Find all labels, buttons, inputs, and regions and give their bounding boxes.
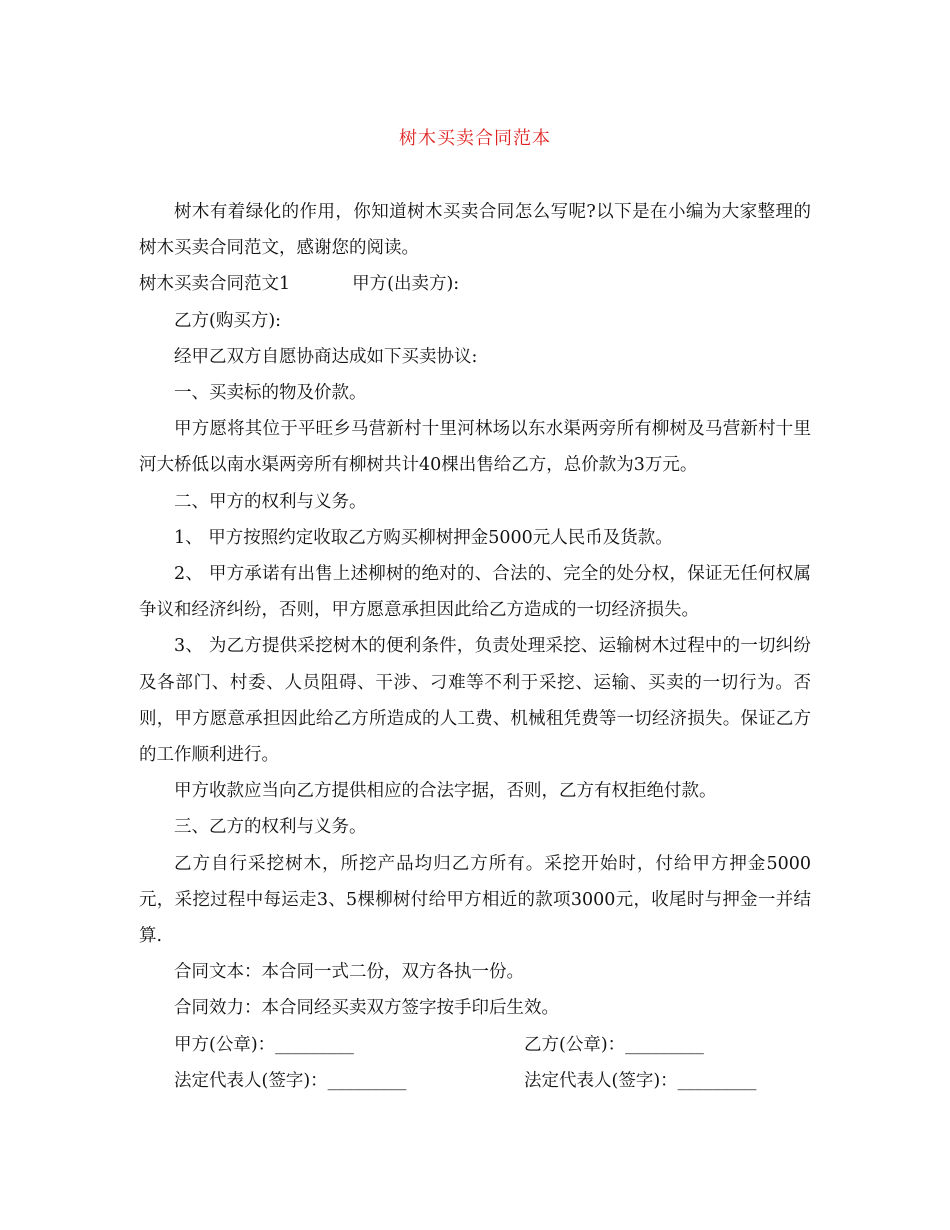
- document-body: [139, 194, 811, 1099]
- paragraph-2-4: 甲方收款应当向乙方提供相应的合法字据，否则，乙方有权拒绝付款。: [174, 781, 717, 802]
- agreement-line: 经甲乙双方自愿协商达成如下买卖协议:: [174, 346, 478, 367]
- section-label: 树木买卖合同范文1: [139, 274, 291, 295]
- paragraph-2-3: 3、 为乙方提供采挖树木的便利条件，负责处理采挖、运输树木过程中的一切纠纷及各部门、村委、人员阻碍、干涉、刁难等不利于采挖、运输、买卖的一切行为。否则，甲方愿意承担因此给乙方所造成的人工费、机械租凭费等一切经济损失。保证乙方的工作顺利进行。: [139, 636, 811, 766]
- seal-party-a: 甲方(公章)：_________: [174, 1034, 354, 1055]
- copies-clause: 合同文本：本合同一式二份，双方各执一份。: [174, 962, 524, 983]
- party-b-label: 乙方(购买方):: [174, 310, 282, 331]
- representative-party-a: 法定代表人(签字)：_________: [174, 1070, 407, 1091]
- document-title: 树木买卖合同范本: [399, 128, 551, 149]
- paragraph-3: 乙方自行采挖树木，所挖产品均归乙方所有。采挖开始时，付给甲方押金5000元，采挖过程中每运走3、5棵柳树付给甲方相近的款项3000元，收尾时与押金一并结算.: [139, 853, 811, 947]
- paragraph-1: 甲方愿将其位于平旺乡马营新村十里河林场以东水渠两旁所有柳树及马营新村十里河大桥低以南水渠两旁所有柳树共计40棵出售给乙方，总价款为3万元。: [139, 419, 811, 476]
- effect-clause: 合同效力：本合同经买卖双方签字按手印后生效。: [174, 998, 559, 1019]
- party-a-label: 甲方(出卖方):: [352, 274, 460, 295]
- intro-paragraph: 树木有着绿化的作用，你知道树木买卖合同怎么写呢?以下是在小编为大家整理的树木买卖合同范文，感谢您的阅读。: [139, 202, 811, 259]
- heading-3: 三、乙方的权利与义务。: [174, 817, 367, 838]
- heading-1: 一、买卖标的物及价款。: [174, 383, 367, 404]
- seal-row: [139, 1027, 811, 1063]
- heading-2: 二、甲方的权利与义务。: [174, 491, 367, 512]
- paragraph-2-1: 1、 甲方按照约定收取乙方购买柳树押金5000元人民币及货款。: [174, 527, 673, 548]
- representative-party-b: 法定代表人(签字)：_________: [524, 1070, 757, 1091]
- representative-row: [139, 1063, 811, 1099]
- section-header-line: [139, 266, 811, 302]
- seal-party-b: 乙方(公章)：_________: [524, 1034, 704, 1055]
- paragraph-2-2: 2、 甲方承诺有出售上述柳树的绝对的、合法的、完全的处分权，保证无任何权属争议和经济纠纷，否则，甲方愿意承担因此给乙方造成的一切经济损失。: [139, 564, 811, 621]
